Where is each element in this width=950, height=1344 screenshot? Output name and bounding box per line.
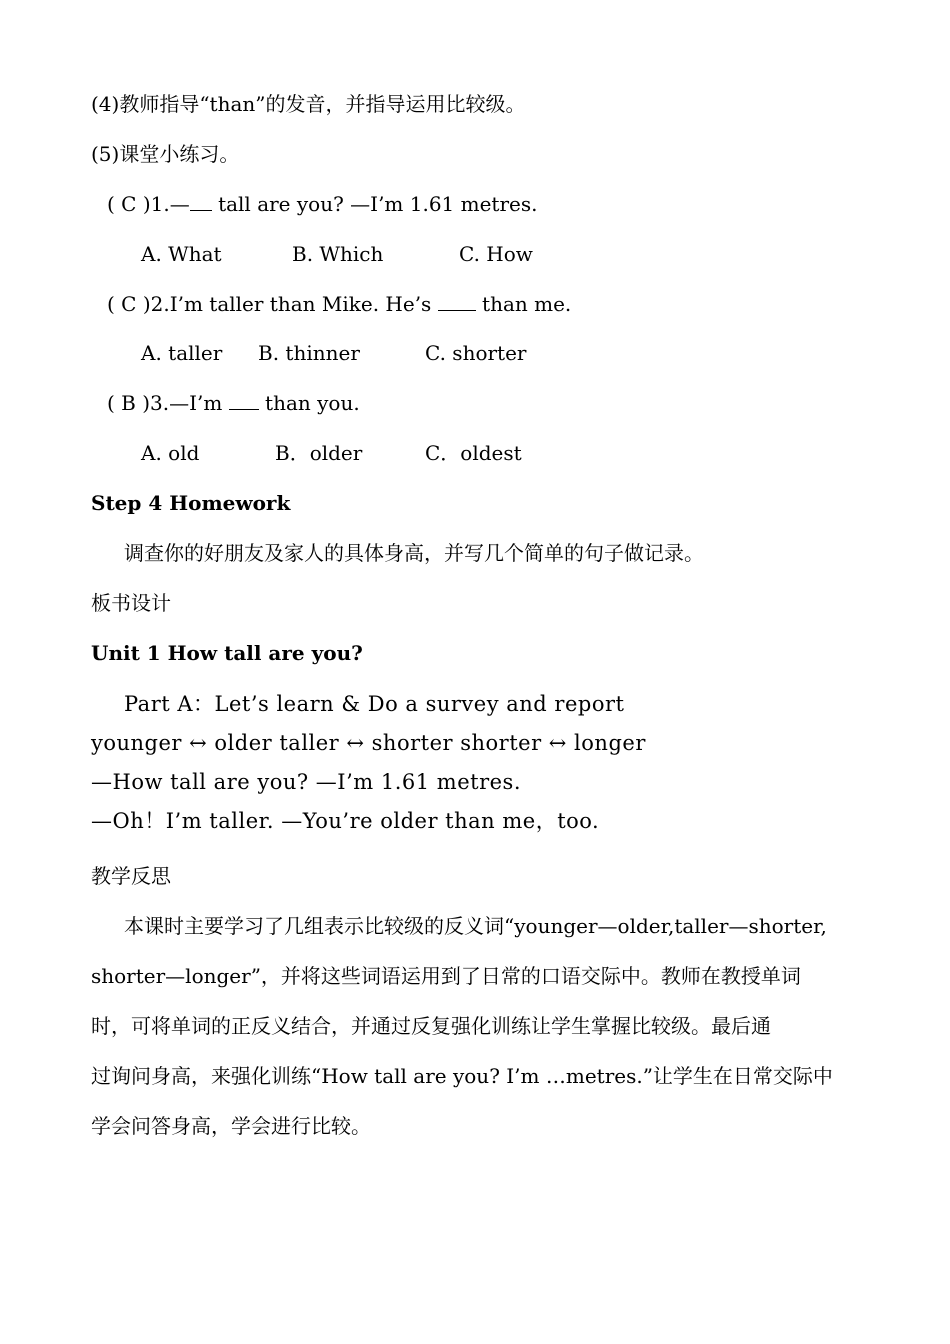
answer-blank	[229, 391, 259, 410]
question-1-suffix: tall are you? —I’m 1.61 metres.	[211, 192, 538, 216]
reflection-line-3: 时，可将单词的正反义结合，并通过反复强化训练让学生掌握比较级。最后通	[91, 1014, 771, 1038]
question-3-option-a: A. old	[141, 441, 200, 465]
step-5-text: (5)课堂小练习。	[91, 142, 240, 166]
question-1-option-a: A. What	[141, 242, 222, 266]
board-line-2: younger ↔ older taller ↔ shorter shorter ↔ longer	[91, 731, 646, 755]
answer-blank	[438, 292, 476, 311]
step-4-text: (4)教师指导“than”的发音，并指导运用比较级。	[91, 92, 526, 116]
question-2-suffix: than me.	[475, 292, 572, 316]
question-2-prefix: ( C )2.I’m taller than Mike. He’s	[107, 292, 438, 316]
question-1-option-c: C. How	[459, 242, 533, 266]
question-1-option-b: B. Which	[292, 242, 384, 266]
step-4-heading: Step 4 Homework	[91, 491, 291, 515]
question-2-option-b: B. thinner	[258, 341, 360, 365]
question-3	[107, 389, 360, 417]
reflection-heading: 教学反思	[91, 864, 171, 888]
reflection-line-2: shorter—longer”，并将这些词语运用到了日常的口语交际中。教师在教授单词	[91, 964, 801, 988]
question-2-option-a: A. taller	[141, 341, 223, 365]
reflection-line-1: 本课时主要学习了几组表示比较级的反义词“younger—older,taller—shorter,	[124, 914, 827, 938]
reflection-line-5: 学会问答身高，学会进行比较。	[91, 1114, 371, 1138]
homework-text: 调查你的好朋友及家人的具体身高，并写几个简单的句子做记录。	[124, 541, 704, 565]
reflection-line-4: 过询问身高，来强化训练“How tall are you? I’m …metres.”让学生在日常交际中	[91, 1064, 833, 1088]
answer-blank	[190, 192, 212, 211]
board-line-3: —How tall are you? —I’m 1.61 metres.	[91, 770, 521, 794]
board-line-4: —Oh！I’m taller. —You’re older than me，too.	[91, 809, 600, 833]
unit-title: Unit 1 How tall are you?	[91, 641, 363, 665]
question-3-prefix: ( B )3.—I’m	[107, 391, 229, 415]
board-design-heading: 板书设计	[91, 591, 171, 615]
question-3-suffix: than you.	[258, 391, 360, 415]
question-2-option-c: C. shorter	[425, 341, 527, 365]
question-2	[107, 290, 571, 318]
question-1	[107, 190, 538, 218]
board-line-1: Part A：Let’s learn & Do a survey and report	[124, 692, 625, 716]
question-3-option-b: B．older	[275, 441, 363, 465]
question-1-prefix: ( C )1.—	[107, 192, 190, 216]
question-3-option-c: C．oldest	[425, 441, 522, 465]
